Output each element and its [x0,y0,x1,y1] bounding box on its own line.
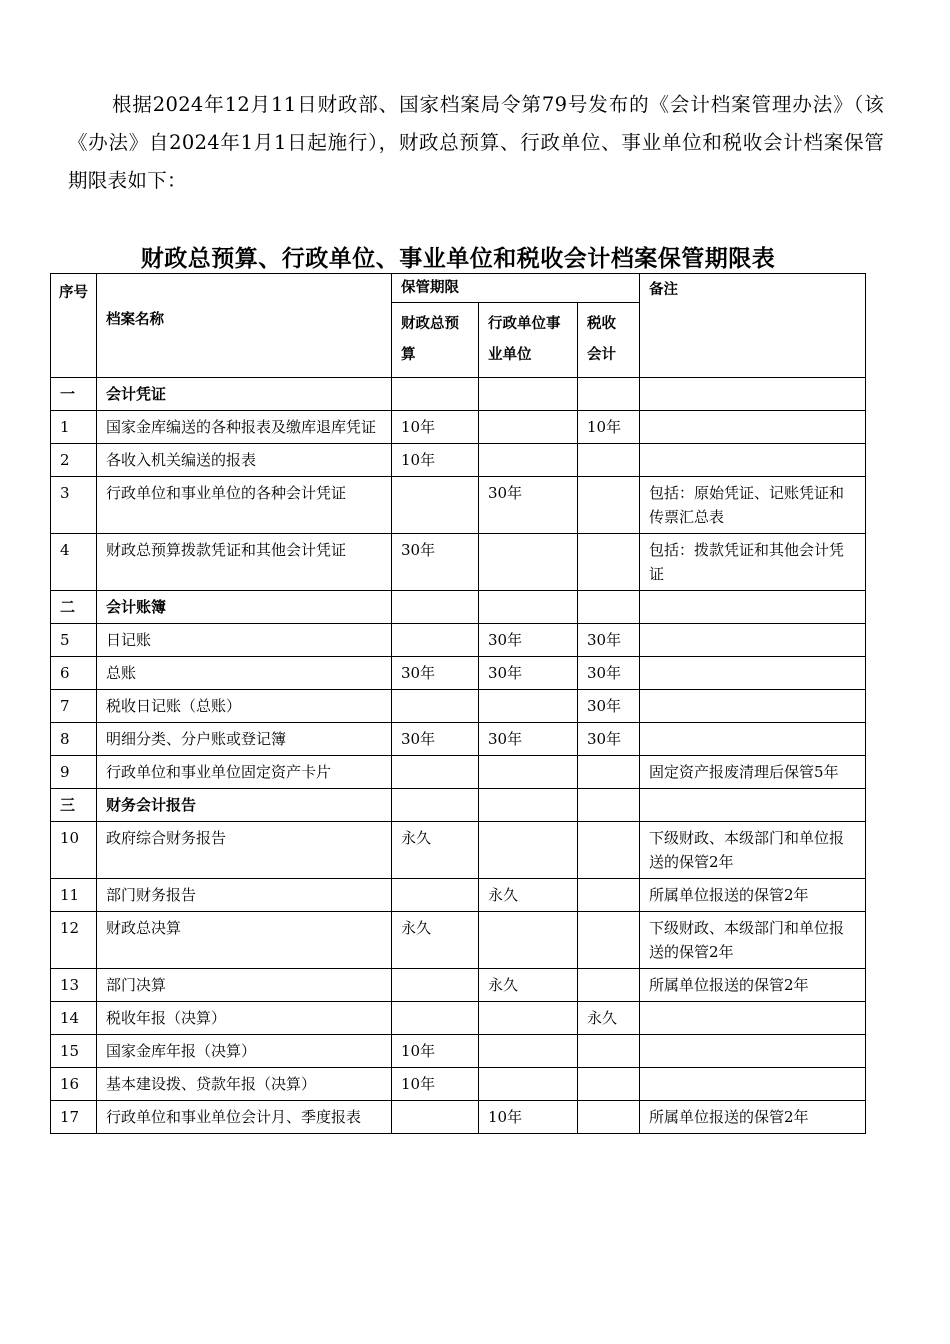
row-remark: 下级财政、本级部门和单位报送的保管2年 [640,822,866,879]
row-name: 部门财务报告 [97,879,392,912]
empty-cell [578,789,640,822]
header-seq-label: 序号 [58,285,88,301]
row-name: 基本建设拨、贷款年报（决算） [97,1068,392,1101]
empty-cell [392,591,479,624]
row-fiscal-period [392,1002,479,1035]
row-seq: 17 [51,1101,97,1134]
row-tax-period [578,822,640,879]
row-remark [640,411,866,444]
row-admin-period [479,411,578,444]
header-period: 保管期限 [392,274,640,303]
header-seq [51,274,97,378]
row-tax-period: 30年 [578,690,640,723]
row-admin-period [479,690,578,723]
row-admin-period: 永久 [479,879,578,912]
row-name: 部门决算 [97,969,392,1002]
empty-cell [479,591,578,624]
empty-cell [578,378,640,411]
table-row [51,822,866,879]
row-fiscal-period [392,624,479,657]
row-admin-period [479,534,578,591]
section-seq: 二 [51,591,97,624]
table-row [51,879,866,912]
header-tax-label: 税收会计 [587,316,616,363]
row-tax-period: 永久 [578,1002,640,1035]
row-fiscal-period: 永久 [392,912,479,969]
row-remark: 所属单位报送的保管2年 [640,1101,866,1134]
row-name: 税收日记账（总账） [97,690,392,723]
empty-cell [479,378,578,411]
row-remark: 所属单位报送的保管2年 [640,879,866,912]
row-fiscal-period: 10年 [392,444,479,477]
header-admin-label: 行政单位事业单位 [488,316,561,363]
header-name: 档案名称 [97,274,392,378]
row-tax-period [578,477,640,534]
row-seq: 6 [51,657,97,690]
row-seq: 5 [51,624,97,657]
table-row [51,1068,866,1101]
row-name: 政府综合财务报告 [97,822,392,879]
row-remark [640,657,866,690]
row-tax-period [578,534,640,591]
row-name: 国家金库年报（决算） [97,1035,392,1068]
table-row [51,690,866,723]
row-remark [640,624,866,657]
row-remark: 所属单位报送的保管2年 [640,969,866,1002]
row-admin-period [479,1035,578,1068]
row-seq: 8 [51,723,97,756]
row-remark: 固定资产报废清理后保管5年 [640,756,866,789]
row-name: 各收入机关编送的报表 [97,444,392,477]
row-tax-period [578,912,640,969]
header-admin [479,303,578,378]
row-name: 国家金库编送的各种报表及缴库退库凭证 [97,411,392,444]
header-fiscal [392,303,479,378]
header-row-1 [51,274,866,303]
row-admin-period [479,1002,578,1035]
row-seq: 12 [51,912,97,969]
section-row [51,378,866,411]
row-admin-period: 10年 [479,1101,578,1134]
table-row [51,657,866,690]
row-name: 财政总决算 [97,912,392,969]
table-row [51,756,866,789]
row-name: 行政单位和事业单位的各种会计凭证 [97,477,392,534]
row-tax-period: 30年 [578,624,640,657]
row-remark [640,1035,866,1068]
row-name: 行政单位和事业单位固定资产卡片 [97,756,392,789]
row-seq: 10 [51,822,97,879]
row-admin-period: 30年 [479,723,578,756]
section-seq: 三 [51,789,97,822]
row-name: 明细分类、分户账或登记簿 [97,723,392,756]
row-tax-period [578,879,640,912]
row-seq: 2 [51,444,97,477]
row-tax-period [578,1035,640,1068]
row-remark: 包括：拨款凭证和其他会计凭证 [640,534,866,591]
row-name: 总账 [97,657,392,690]
empty-cell [640,378,866,411]
table-row [51,969,866,1002]
table-row [51,477,866,534]
retention-table [50,273,866,1134]
row-remark [640,1002,866,1035]
row-tax-period [578,1068,640,1101]
row-remark [640,444,866,477]
row-tax-period [578,969,640,1002]
row-seq: 16 [51,1068,97,1101]
row-admin-period [479,822,578,879]
row-admin-period: 30年 [479,477,578,534]
table-row [51,912,866,969]
row-seq: 15 [51,1035,97,1068]
row-fiscal-period: 10年 [392,411,479,444]
row-tax-period [578,444,640,477]
row-fiscal-period: 10年 [392,1035,479,1068]
row-remark [640,723,866,756]
row-seq: 4 [51,534,97,591]
row-tax-period [578,1101,640,1134]
row-seq: 11 [51,879,97,912]
section-name: 会计凭证 [97,378,392,411]
row-fiscal-period [392,690,479,723]
section-row [51,591,866,624]
row-name: 财政总预算拨款凭证和其他会计凭证 [97,534,392,591]
row-seq: 14 [51,1002,97,1035]
row-fiscal-period: 30年 [392,723,479,756]
table-row [51,411,866,444]
section-row [51,789,866,822]
row-fiscal-period [392,756,479,789]
row-tax-period: 10年 [578,411,640,444]
row-seq: 1 [51,411,97,444]
intro-text-block [68,86,884,200]
header-fiscal-label: 财政总预算 [401,316,459,363]
row-fiscal-period [392,879,479,912]
table-row [51,444,866,477]
row-name: 税收年报（决算） [97,1002,392,1035]
row-fiscal-period: 30年 [392,657,479,690]
row-fiscal-period: 永久 [392,822,479,879]
row-admin-period [479,444,578,477]
row-seq: 3 [51,477,97,534]
table-title: 财政总预算、行政单位、事业单位和税收会计档案保管期限表 [140,246,776,272]
empty-cell [578,591,640,624]
row-remark: 包括：原始凭证、记账凭证和传票汇总表 [640,477,866,534]
row-remark: 下级财政、本级部门和单位报送的保管2年 [640,912,866,969]
row-admin-period [479,1068,578,1101]
table-body [51,378,866,1134]
row-fiscal-period: 30年 [392,534,479,591]
row-fiscal-period [392,969,479,1002]
table-row [51,624,866,657]
row-admin-period: 30年 [479,657,578,690]
header-tax [578,303,640,378]
row-seq: 13 [51,969,97,1002]
row-seq: 7 [51,690,97,723]
row-fiscal-period [392,477,479,534]
table-row [51,534,866,591]
row-remark [640,1068,866,1101]
section-seq: 一 [51,378,97,411]
row-admin-period: 30年 [479,624,578,657]
row-admin-period [479,756,578,789]
table-row [51,1002,866,1035]
empty-cell [640,591,866,624]
row-fiscal-period [392,1101,479,1134]
section-name: 财务会计报告 [97,789,392,822]
row-remark [640,690,866,723]
row-tax-period [578,756,640,789]
empty-cell [640,789,866,822]
section-name: 会计账簿 [97,591,392,624]
intro-paragraph: 根据2024年12月11日财政部、国家档案局令第79号发布的《会计档案管理办法》（该《办法》自2024年1月1日起施行），财政总预算、行政单位、事业单位和税收会计档案保管期限表如下： [68,93,884,192]
empty-cell [479,789,578,822]
empty-cell [392,789,479,822]
table-row [51,723,866,756]
table-row [51,1101,866,1134]
row-fiscal-period: 10年 [392,1068,479,1101]
table-row [51,1035,866,1068]
row-admin-period: 永久 [479,969,578,1002]
row-tax-period: 30年 [578,657,640,690]
row-name: 行政单位和事业单位会计月、季度报表 [97,1101,392,1134]
row-name: 日记账 [97,624,392,657]
row-admin-period [479,912,578,969]
row-tax-period: 30年 [578,723,640,756]
row-seq: 9 [51,756,97,789]
empty-cell [392,378,479,411]
header-remark: 备注 [640,274,866,378]
